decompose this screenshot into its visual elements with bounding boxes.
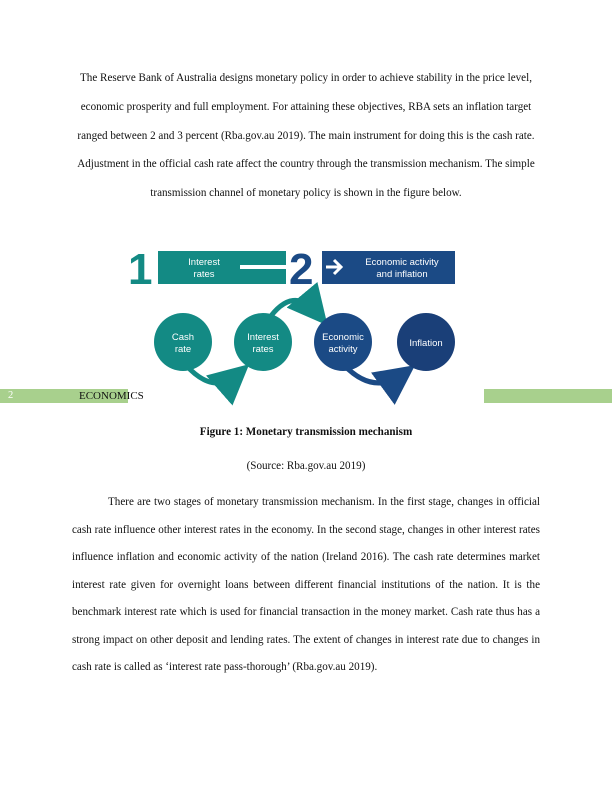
stage-2-label-line1: Economic activity [365, 257, 439, 268]
page-header-band [0, 389, 612, 403]
band-right [484, 389, 612, 403]
page-number: 2 [8, 390, 14, 401]
stage-2-number: 2 [289, 245, 314, 294]
intro-paragraph-text: The Reserve Bank of Australia designs monetary policy in order to achieve stability in the price level, economic prosperity and full employment. For attaining these objectives, RBA sets an inflation target ranged between 2 and 3 percent (Rba.gov.au 2019). The main instrument for doing this is the cash rate. Adjustment in the official cash rate affect the country through the transmission mechanism. The simple transmission channel of monetary policy is shown in the figure below. [77, 72, 535, 200]
circle-cash-rate-line2: rate [174, 344, 192, 355]
figure-caption-title: Figure 1: Monetary transmission mechanism [199, 426, 413, 438]
circle-interest-rates-line2: rates [252, 344, 274, 355]
transmission-diagram [128, 244, 456, 404]
circle-inflation-line1: Inflation [409, 338, 443, 349]
body-paragraph-text: There are two stages of monetary transmission mechanism. In the first stage, changes in official cash rate influence other interest rates in the economy. In the second stage, changes in other interest rates influence inflation and economic activity of the nation (Ireland 2016). The cash rate determines market interest rate given for overnight loans between different financial institutions of the nation. It is the benchmark interest rate which is used for financial transaction in the money market. Cash rate thus has a strong impact on other deposit and lending rates. The extent of changes in interest rate due to changes in cash rate is called as ‘interest rate pass-thorough’ (Rba.gov.au 2019). [72, 496, 540, 673]
circle-cash-rate-line1: Cash [171, 332, 195, 343]
circle-economic-activity-line1: Economic [322, 332, 364, 343]
circle-interest-rates-line1: Interest [247, 332, 279, 343]
figure-caption-source: (Source: Rba.gov.au 2019) [246, 460, 366, 472]
intro-paragraph [72, 64, 540, 208]
running-head: ECONOMICS [79, 390, 144, 402]
transmission-mechanism-figure [128, 244, 456, 404]
circle-economic-activity-line2: activity [328, 344, 358, 355]
stage-1-label-line2: rates [193, 269, 215, 280]
stage-2-label-line2: and inflation [376, 269, 428, 280]
stage-1-number: 1 [128, 245, 153, 294]
body-paragraph [72, 489, 540, 682]
stage-1-label-line1: Interest [188, 257, 220, 268]
